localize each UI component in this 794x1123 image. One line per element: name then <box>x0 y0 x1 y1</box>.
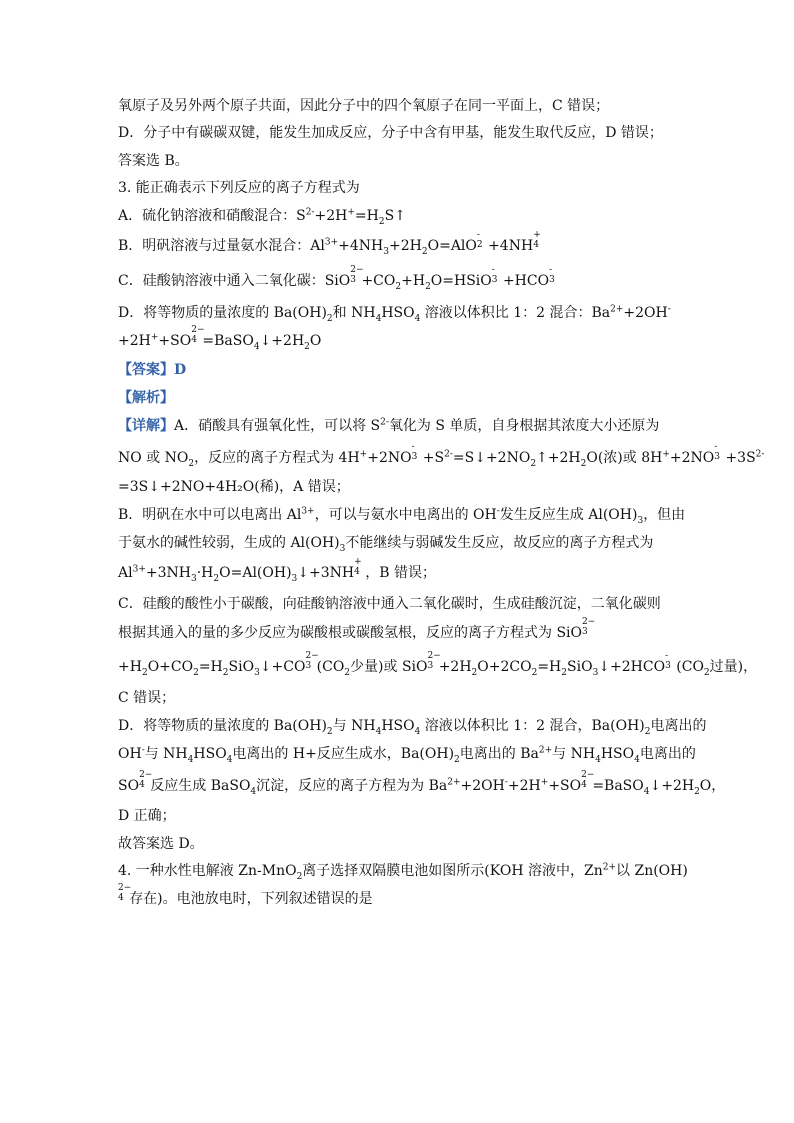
detail-d-line4: D 正确； <box>118 808 176 824</box>
detail-d-line1: D．将等物质的量浓度的 $Ba(OH)_2$与 $NH_4HSO_4$ 溶液以体积比 1：2 混合，$Ba(OH)_2$电离出的 <box>118 718 707 737</box>
answer-label: 【答案】D <box>118 362 187 378</box>
final-answer-line: 故答案选 D。 <box>118 836 204 852</box>
detail-a-line1: 【详解】A．硝酸具有强氧化性，可以将 $S^{2-}$氧化为 S 单质，自身根据其浓度大小还原为 <box>118 417 660 434</box>
detail-b-line1: B．明矾在水中可以电离出 $Al^{3+}$，可以与氨水中电离出的 OH-发生反应生成 $Al(OH)_3$，但由 <box>118 506 686 526</box>
question-4-stem: 4. 一种水性电解液 Zn-MnO$_2$离子选择双隔膜电池如图所示(KOH 溶液中，$Zn^{2+}$以 Zn(OH) <box>118 862 688 882</box>
detail-b-line2: 于氨水的碱性较弱，生成的 $Al(OH)_3$不能继续与弱碱发生反应，故反应的离子方程式为 <box>118 535 654 554</box>
detail-d-line3: SO 2− 4 反应生成 BaSO$_4$沉淀，反应的离子方程为为 $Ba^{2+}+2OH^-+2H^++SO$ 2− 4 $=BaSO_4↓+2H_2O$， <box>118 770 726 797</box>
question-3-stem: 3. 能正确表示下列反应的离子方程式为 <box>118 180 360 196</box>
option-d-continued: +2H++SO 2− 4 $=BaSO_4↓+2H_2O$ <box>118 325 322 352</box>
text-line: 氧原子及另外两个原子共面，因此分子中的四个氧原子在同一平面上，C 错误； <box>118 98 610 114</box>
option-b: B．明矾溶液与过量氨水混合：$Al^{3+}+4NH_3+2H_2O=AlO$ - 2 +4NH + 4 <box>118 230 541 257</box>
question-4-stem-continued: 2− 4 存在)。电池放电时，下列叙述错误的是 <box>118 883 373 907</box>
detail-c-line4: C 错误； <box>118 690 176 706</box>
option-a: A．硫化钠溶液和硝酸混合：$S^{2-}+2H^+=H_2S↑$ <box>118 207 406 227</box>
detail-c-line2: 根据其通入的量的多少反应为碳酸根或碳酸氢根，反应的离子方程式为 SiO 2− 3 <box>118 617 596 641</box>
detail-a-line2: NO 或 $NO_2$，反应的离子方程式为 4H++2NO - 3 $+S^{2-}=S↓+2NO_2↑+2H_2O$(浓)或 8H++2NO - 3 $+3S^{2-}$ <box>118 442 765 469</box>
detail-b-line3: $Al^{3+}+3NH_3\cdot H_2O=Al(OH)_3↓+3NH$ + 4 ，B 错误； <box>118 557 437 584</box>
option-c: C．硅酸钠溶液中通入二氧化碳：SiO 2− 3 $+CO_2+H_2O=HSiO$ - 3 +HCO - 3 <box>118 265 555 292</box>
text-line: 答案选 B。 <box>118 153 189 169</box>
detail-c-line3: $+H_2O+CO_2=H_2SiO_3↓+CO$ 2− 3 ($CO_2$少量)或 SiO 2− 3 $+2H_2O+2CO_2=H_2SiO_3↓+2HCO$ - 3 ($CO_2$过量)， <box>118 651 758 678</box>
analysis-label: 【解析】 <box>118 390 174 406</box>
detail-d-line2: OH-与 $NH_4HSO_4$电离出的 H+反应生成水，$Ba(OH)_2$电离出的 $Ba^{2+}$与 $NH_4HSO_4$电离出的 <box>118 745 696 765</box>
detail-a-line3: =3S↓+2NO+4H₂O(稀)，A 错误； <box>118 479 350 495</box>
detail-c-line1: C．硅酸的酸性小于碳酸，向硅酸钠溶液中通入二氧化碳时，生成硅酸沉淀，二氧化碳则 <box>118 596 661 612</box>
option-d: D．将等物质的量浓度的 $Ba(OH)_2$和 $NH_4HSO_4$ 溶液以体积比 1：2 混合：$Ba^{2+}+2OH^-$ <box>118 304 671 324</box>
text-line: D．分子中有碳碳双键，能发生加成反应，分子中含有甲基，能发生取代反应，D 错误； <box>118 125 663 141</box>
